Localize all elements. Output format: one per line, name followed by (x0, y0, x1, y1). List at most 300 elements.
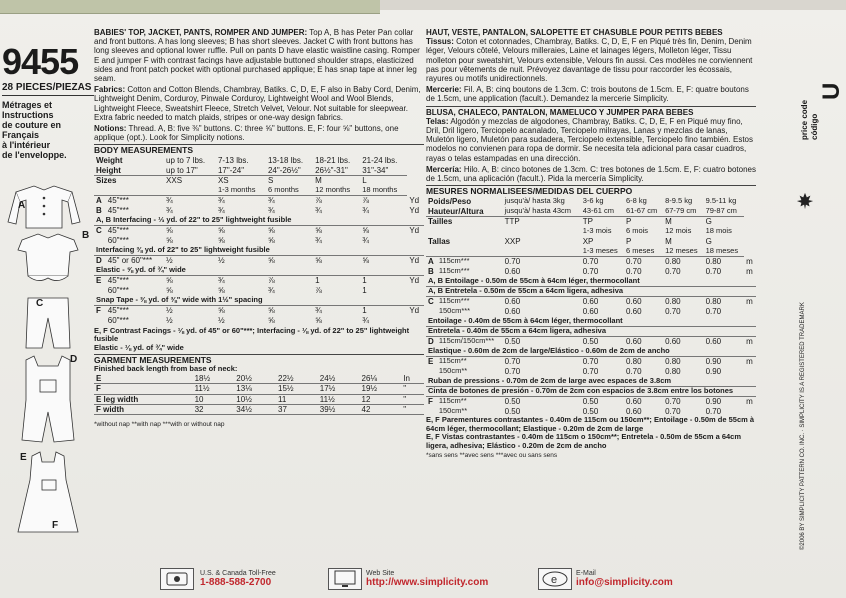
english-column (94, 28, 424, 429)
width-cell: 60"*** (107, 316, 129, 326)
table-row (94, 226, 424, 236)
table-row (94, 316, 424, 326)
table-cell: 67-79 cm (663, 206, 704, 216)
table-cell: ⅝ (267, 226, 275, 236)
notions: Notions: Thread. A, B: five ⅜" buttons. C: three ⅝" buttons. E, F: four ⅝" buttons, one applique (opt.). Look for Simplicity notions. (94, 124, 399, 143)
unit-cell: Yd (409, 306, 420, 316)
table-cell: ⅝ (362, 256, 369, 266)
width-cell: 115cm*** (438, 296, 470, 306)
metric-title: MESURES NORMALISEES/MEDIDAS DEL CUERPO (426, 185, 756, 196)
table-row (426, 246, 756, 256)
table-row (426, 276, 756, 286)
table-cell: ¾ (267, 286, 275, 296)
table-cell: 1 (362, 306, 367, 316)
table-cell: ¾ (362, 206, 369, 216)
table-cell: 0.70 (582, 266, 599, 276)
table-cell: 0.60 (705, 337, 722, 347)
table-row (426, 326, 756, 336)
unit-cell: m (746, 337, 753, 347)
garment-measurements-title: GARMENT MEASUREMENTS (94, 354, 424, 365)
web-block: Web Site http://www.simplicity.com (366, 570, 489, 588)
table-cell: 0.50 (582, 406, 599, 416)
description: BABIES' TOP, JACKET, PANTS, ROMPER AND JUMPER: Top A, B has Peter Pan collar and front buttons. A has long sleeves; B has short sleeves. Jacket C with front buttons has long sleeves and optional lower ruffle. Pull on pants D have elastic waistline casing. Romper E and jumper F with contrast facings have adjustable buttoned shoulder straps, elasticized sides and front patch pocket with optional purchased applique; E has snap tape at inner leg seam. (94, 28, 420, 84)
table-row (94, 206, 424, 216)
table-cell: 13-18 lbs. (267, 156, 304, 166)
contrast-facings: E, F Contrast Facings - ⅛ yd. of 45" or 60"***; Interfacing - ⅛ yd. of 22" to 25" lightweight fusible (94, 325, 410, 344)
table-cell: 1 (315, 276, 320, 286)
table-cell: ⅝ (166, 286, 173, 296)
table-row (426, 296, 756, 306)
table-cell: 0.50 (582, 397, 599, 407)
table-cell: 0.70 (625, 266, 642, 276)
table-cell: ½ (166, 256, 173, 266)
row-label: F (428, 397, 433, 407)
table-cell: ¾ (166, 196, 173, 206)
table-cell: ¾ (362, 236, 369, 246)
sketch-romper (22, 356, 74, 442)
table-cell: XP (582, 236, 594, 246)
table-cell: 61-67 cm (624, 206, 663, 216)
svg-text:e: e (551, 574, 558, 586)
table-cell: ⅝ (267, 306, 275, 316)
label-e: E (20, 452, 27, 463)
table-cell: 18-21 lbs. (315, 156, 351, 166)
table-cell: 15½ (276, 384, 318, 394)
unit-cell: Yd (409, 256, 420, 266)
table-row (94, 166, 424, 176)
table-cell: 10½ (234, 394, 276, 404)
width-cell: 45"*** (107, 206, 129, 216)
table-cell: ⅝ (267, 316, 275, 326)
table-cell: 0.70 (705, 306, 722, 316)
note-cell: Elastique - 0.60m de 2cm de large/Elástico - 0.60m de 2cm de ancho (426, 346, 756, 356)
table-cell: 9.5-11 kg (705, 196, 737, 206)
table-cell: 0.70 (665, 266, 681, 276)
table-cell: 0.70 (582, 357, 599, 367)
row-label (426, 366, 437, 376)
table-cell: S (267, 176, 274, 186)
unit-cell (407, 316, 424, 326)
table-cell: 37 (276, 404, 318, 414)
table-cell: ¾ (362, 316, 369, 326)
table-row (426, 396, 756, 406)
table-cell: XS (217, 176, 229, 186)
table-cell: ¾ (217, 206, 225, 216)
table-cell: P (625, 236, 632, 246)
table-row (426, 206, 756, 216)
table-row (94, 374, 424, 384)
table-cell: 6-8 kg (625, 196, 647, 206)
table-cell: 0.80 (705, 257, 722, 267)
table-cell: 21-24 lbs. (362, 156, 398, 166)
table-cell: 0.90 (705, 397, 722, 407)
table-cell: ¾ (315, 206, 322, 216)
row-label: E (428, 357, 434, 367)
table-cell: 12 meses (663, 246, 704, 256)
width-cell: 45"*** (107, 226, 129, 236)
row-label: A (96, 196, 102, 206)
table-cell: L (362, 176, 367, 186)
table-cell: 0.70 (582, 257, 599, 267)
table-cell: 10 (193, 394, 235, 404)
unit-cell: In (401, 374, 424, 384)
sketch-jumper (18, 452, 78, 532)
table-row (94, 384, 424, 394)
width-cell: 45"*** (107, 306, 129, 316)
table-cell: ½ (217, 316, 225, 326)
table-cell: P (625, 217, 632, 227)
table-cell: G (705, 217, 712, 227)
table-row (426, 386, 756, 396)
table-cell: M (665, 217, 672, 227)
table-cell: 0.60 (504, 297, 521, 307)
width-cell: 115cm*** (438, 266, 470, 276)
table-cell: TTP (504, 217, 520, 227)
table-cell: ¾ (267, 206, 275, 216)
phone-number[interactable]: 1-888-588-2700 (200, 577, 272, 588)
table-cell: ⅝ (166, 276, 173, 286)
price-code: U (818, 82, 845, 100)
table-cell: 0.60 (625, 297, 642, 307)
table-cell: 6 meses (624, 246, 663, 256)
table-cell: 17½ (318, 384, 360, 394)
table-cell: ⅞ (267, 276, 275, 286)
table-cell: ⅝ (267, 256, 275, 266)
table-cell: ⅝ (315, 226, 322, 236)
telas: Telas: Algodón y mezclas de algodones, Chambray, Batiks. C, D, E, F en Piqué muy fino, Dril, Dril ligero, Terciopelo acanalado, Terciopelo milrayas, Lanas y mezclas de lanas, Muletón ligero, Muletón para sudadera, Terciopelo extensible, Terciopelo fino también. Estos modelos no convienen para ropa de dormir. Se necesita tela adicional para casar cuadros, rayas o telas estampadas en una dirección. (426, 116, 754, 163)
note-cell: Entoilage - 0.40m de 55cm à 64cm léger, thermocollant (426, 316, 756, 326)
note-cell: Snap Tape - ⅜ yd. of ⅜" wide with 1½" spacing (94, 296, 424, 306)
table-cell: 0.60 (504, 266, 521, 276)
table-cell: ⅝ (362, 226, 369, 236)
table-cell: 0.70 (665, 397, 681, 407)
website-link[interactable]: http://www.simplicity.com (366, 577, 489, 588)
table-cell: ½ (217, 256, 225, 266)
table-row (94, 394, 424, 404)
table-cell: 7-13 lbs. (217, 156, 249, 166)
table-cell (94, 186, 164, 196)
table-cell: jusqu'à/ hasta 3kg (504, 196, 565, 206)
table-cell: 34½ (234, 404, 276, 414)
width-cell: 60"*** (107, 236, 129, 246)
label-c: C (36, 298, 44, 309)
table-cell: ⅝ (315, 256, 322, 266)
table-cell: 17"-24" (216, 166, 266, 176)
english-footnote: *without nap **with nap ***with or without nap (94, 420, 225, 428)
table-cell: 0.90 (705, 366, 722, 376)
table-row (94, 266, 424, 276)
unit-cell: m (746, 297, 753, 307)
table-row (426, 216, 756, 226)
sketch-pants (26, 298, 70, 348)
elastic-note: Elastic - ⅛ yd. of ¾" wide (94, 342, 184, 352)
table-row (426, 256, 756, 266)
table-cell (426, 246, 503, 256)
footer-contact-bar (160, 568, 780, 594)
row-label: F (96, 306, 101, 316)
table-cell: 0.70 (504, 366, 521, 376)
table-cell: ¾ (166, 206, 173, 216)
table-cell: ¾ (217, 196, 225, 206)
copyright-vertical: ©2006 BY SIMPLICITY PATTERN CO. INC. · SIMPLICITY IS A REGISTERED TRADEMARK (800, 302, 806, 550)
table-cell: 42 (360, 404, 402, 414)
table-cell: ⅝ (217, 286, 225, 296)
table-cell: ⅞ (362, 196, 369, 206)
row-label: C (96, 226, 102, 236)
row-label: Height (94, 166, 164, 176)
table-row (426, 346, 756, 356)
table-cell (503, 246, 581, 256)
table-cell: ⅝ (267, 236, 275, 246)
table-row (94, 236, 424, 246)
table-cell: 3-6 kg (582, 196, 604, 206)
table-row (426, 306, 756, 316)
table-cell: up to 7 lbs. (166, 156, 206, 166)
width-cell: 115cm** (438, 396, 467, 406)
table-row (94, 256, 424, 266)
row-label: E leg width (94, 394, 193, 404)
table-cell: 0.60 (625, 337, 642, 347)
tissus: Tissus: Coton et cotonnades, Chambray, Batiks. C, D, E, F en Piqué très fin, Denim, Denim léger, Velours côtelé, Velours milleraies, Laine et lainages légers, Molleton léger, Tissu molleton pour sweatshirt, Velours extensible, Velours fin aussi. Ces modèles ne conviennent pas pour vêtements de nuit. Prévoyez davantage de tissu pour raccorder les écossais, rayures ou motifs unidirectionnels. (426, 37, 753, 84)
note-cell: Elastic - ⅝ yd. of ¾" wide (94, 266, 424, 276)
table-cell: ¾ (315, 236, 322, 246)
table-cell: 19½ (360, 384, 402, 394)
row-label: Tailles (428, 217, 453, 227)
table-cell: 79-87 cm (704, 206, 745, 216)
pieces-count: 28 PIECES/PIEZAS (2, 82, 94, 96)
width-cell: 115cm** (438, 356, 467, 366)
width-cell: 45" or 60"*** (107, 256, 153, 266)
table-cell: 18 mois (705, 226, 732, 236)
table-cell: 0.50 (504, 406, 521, 416)
table-cell: XXS (166, 176, 183, 186)
width-cell: 45"*** (107, 276, 129, 286)
row-label: F (94, 384, 193, 394)
table-row (94, 156, 424, 166)
metric-table (426, 196, 756, 416)
table-row (426, 376, 756, 386)
table-cell: 11 (276, 394, 318, 404)
garment-sketches (4, 180, 94, 540)
row-label: E (96, 276, 102, 286)
unit-cell: m (746, 357, 753, 367)
table-cell: 0.80 (665, 297, 681, 307)
note-cell: A, B Interfacing - ⅓ yd. of 22" to 25" lightweight fusible (94, 216, 424, 226)
unit-cell: Yd (409, 226, 420, 236)
table-cell: 32 (193, 404, 235, 414)
width-cell: 150cm** (438, 366, 468, 376)
table-cell: 0.60 (625, 306, 642, 316)
table-cell: 0.70 (582, 366, 599, 376)
unit-cell (744, 306, 756, 316)
table-row (94, 276, 424, 286)
table-cell: 1 (362, 286, 367, 296)
row-label: Sizes (96, 176, 117, 186)
table-cell: 31"-34" (360, 166, 407, 176)
row-label (94, 316, 106, 326)
table-row (426, 316, 756, 326)
row-label (94, 286, 106, 296)
table-cell: ¾ (315, 306, 322, 316)
table-row (94, 286, 424, 296)
monitor-icon (328, 568, 362, 590)
table-cell: ⅞ (315, 286, 322, 296)
row-label: D (96, 256, 102, 266)
width-cell: 60"*** (107, 286, 129, 296)
table-cell: 0.70 (705, 266, 722, 276)
table-row (94, 296, 424, 306)
table-cell: 0.80 (665, 357, 681, 367)
table-cell: 0.60 (504, 306, 521, 316)
table-cell: M (665, 236, 672, 246)
table-cell: 20½ (234, 374, 276, 384)
table-cell: 0.70 (705, 406, 722, 416)
width-cell: 45"*** (107, 196, 129, 206)
table-cell: 12 mois (665, 226, 692, 236)
table-cell: 1 (362, 276, 367, 286)
table-row (426, 356, 756, 366)
body-measurements-title: BODY MEASUREMENTS (94, 144, 424, 155)
note-cell: Interfacing ⅜ yd. of 22" to 25" lightweight fusible (94, 246, 424, 256)
table-cell: ⅝ (217, 306, 225, 316)
unit-cell: m (746, 256, 753, 266)
table-row (426, 196, 756, 206)
email-icon (538, 568, 572, 590)
finished-back-length: Finished back length from base of neck: (94, 364, 238, 374)
table-row (426, 336, 756, 346)
pattern-number: 9455 (2, 41, 79, 82)
label-b: B (82, 230, 90, 241)
side-strip (760, 20, 846, 580)
table-cell: 0.60 (582, 306, 599, 316)
table-cell: 0.70 (504, 257, 521, 267)
top-flap (0, 0, 380, 14)
metric-footnote: *sans sens **avec sens ***avec ou sans sens (426, 452, 558, 460)
unit-cell (407, 236, 424, 246)
email-link[interactable]: info@simplicity.com (576, 577, 673, 588)
table-cell: XXP (504, 236, 521, 246)
row-label: B (96, 206, 102, 216)
french-spanish-column (426, 28, 756, 461)
table-row (94, 176, 424, 186)
unit-cell: " (401, 394, 424, 404)
table-row (426, 286, 756, 296)
width-cell: 150cm** (438, 406, 468, 416)
table-cell: 1-3 mois (582, 226, 612, 236)
unit-cell (407, 286, 424, 296)
label-d: D (70, 354, 78, 365)
sketch-top-b (18, 234, 78, 281)
merceria: Mercería: Hilo. A, B: cinco botones de 1.3cm. C: tres botones de 1.5cm. E, F: cuatro botones de 1.5cm, una aplicación (facult.). Pida la mercería Simplicity. (426, 164, 756, 184)
row-label: C (428, 297, 434, 307)
table-cell: 0.90 (705, 357, 722, 367)
row-label (426, 306, 437, 316)
table-cell (426, 226, 503, 236)
table-cell: 0.70 (665, 406, 681, 416)
table-cell: 26⅛ (360, 374, 402, 384)
table-cell: 11½ (193, 384, 235, 394)
maple-leaf-icon (796, 192, 814, 210)
table-cell: 18 months (360, 186, 407, 196)
note-cell: Cinta de botones de presión - 0.70m de 2cm con espacios de 3.8cm entre los botones (426, 386, 756, 396)
row-label: F width (94, 404, 193, 414)
table-cell (164, 186, 216, 196)
label-a: A (18, 200, 26, 211)
table-cell: 0.60 (625, 406, 642, 416)
row-label: B (428, 266, 434, 276)
body-measurements-table (94, 156, 424, 326)
table-cell: 0.70 (625, 257, 642, 267)
table-cell: 6 mois (625, 226, 649, 236)
table-cell: 0.70 (665, 306, 681, 316)
table-cell: 0.80 (705, 297, 722, 307)
table-cell: 18 meses (704, 246, 745, 256)
phone-icon (160, 568, 194, 590)
french-instructions-note: Métrages et Instructions de couture en Français à l'intérieur de l'enveloppe. (2, 100, 67, 160)
table-cell: ½ (166, 316, 173, 326)
table-cell: 0.80 (625, 357, 642, 367)
table-cell: ⅞ (315, 196, 322, 206)
table-row (426, 366, 756, 376)
note-cell: A, B Entretela - 0.50m de 55cm a 64cm ligera, adhesiva (426, 286, 756, 296)
width-cell: 115cm*** (438, 256, 470, 266)
table-cell: 11½ (318, 394, 360, 404)
table-cell: ⅝ (166, 226, 173, 236)
contrast-es: E, F Vistas contrastantes - 0.40m de 115cm o 150cm**; Entretela - 0.50m de 55cm a 64cm ligera, adhesiva; Elástico - 0.20m de 2cm de ancho (426, 432, 742, 450)
table-row (94, 246, 424, 256)
unit-cell (744, 366, 756, 376)
table-cell: ¾ (267, 196, 275, 206)
row-label (94, 236, 106, 246)
table-cell: 0.80 (665, 257, 681, 267)
table-cell: 43-61 cm (581, 206, 624, 216)
unit-cell: Yd (409, 196, 420, 206)
label-f: F (52, 520, 59, 531)
table-cell: 0.70 (504, 357, 521, 367)
note-cell: Entretela - 0.40m de 55cm a 64cm ligera, adhesiva (426, 326, 756, 336)
table-cell: ⅝ (217, 226, 225, 236)
table-row (94, 186, 424, 196)
table-cell: 0.50 (504, 337, 521, 347)
table-row (94, 404, 424, 414)
left-column (2, 41, 94, 160)
price-code-label-es: código (810, 113, 819, 140)
table-cell: 0.50 (504, 397, 521, 407)
table-cell: 1-3 months (216, 186, 266, 196)
table-cell: 0.50 (582, 337, 599, 347)
table-row (426, 236, 756, 246)
table-cell: 8-9.5 kg (665, 196, 693, 206)
width-cell: 150cm*** (438, 306, 471, 316)
table-cell: ⅝ (315, 316, 322, 326)
table-cell: ½ (166, 306, 173, 316)
table-cell: 39½ (318, 404, 360, 414)
table-cell: 13⅛ (234, 384, 276, 394)
unit-cell: m (746, 266, 753, 276)
table-row (426, 266, 756, 276)
table-cell (503, 226, 581, 236)
width-cell: 115cm/150cm*** (438, 336, 495, 346)
garment-measurements-table (94, 374, 424, 415)
table-cell: G (705, 236, 712, 246)
table-cell: 24"-26½" (266, 166, 313, 176)
table-cell: jusqu'à/ hasta 43cm (503, 206, 581, 216)
table-cell: 6 months (266, 186, 313, 196)
note-cell: Ruban de pressions - 0.70m de 2cm de large avec espaces de 3.8cm (426, 376, 756, 386)
fabrics: Fabrics: Cotton and Cotton Blends, Chambray, Batiks. C, D, E, F also in Baby Cord, Denim, Lightweight Denim, Corduroy, Pinwale Corduroy, Lightweight Wool and Wool Blends, Lightweight Fleece, Sweatshirt Fleece, Stretch Velvet, Velour. Not suitable for sleepwear. Extra fabric needed to match plaids, stripes or one-way design fabrics. (94, 85, 421, 122)
table-row (426, 226, 756, 236)
row-label: A (428, 257, 434, 267)
